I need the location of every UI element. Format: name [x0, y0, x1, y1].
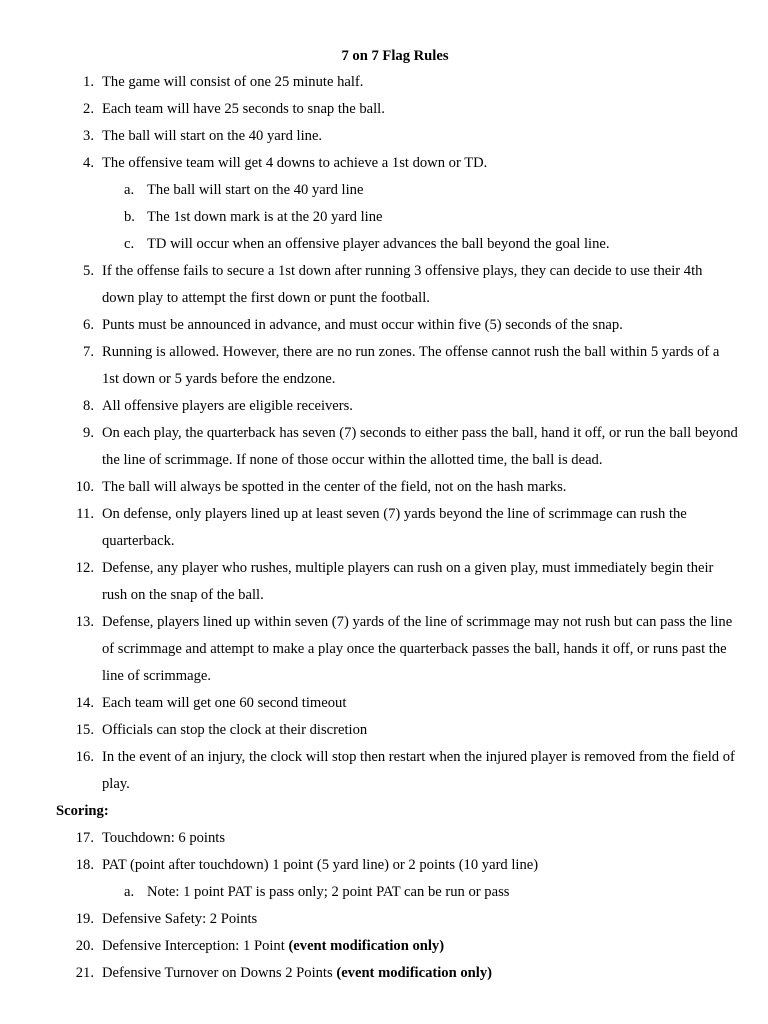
item-text: If the offense fails to secure a 1st down after running 3 offensive plays, they can decide to use their 4th down play to attempt the first down or punt the football.	[102, 263, 703, 306]
list-item	[0, 420, 768, 474]
item-number: 6.	[83, 317, 94, 333]
list-item	[0, 339, 768, 393]
sub-list-item	[0, 204, 768, 231]
item-number: 11.	[76, 506, 94, 522]
item-number: 20.	[75, 938, 94, 954]
item-text: The game will consist of one 25 minute half.	[102, 74, 364, 90]
event-modification-note: (event modification only)	[288, 938, 445, 954]
list-item	[0, 960, 768, 987]
item-number: 13.	[75, 614, 94, 630]
item-number: 16.	[75, 749, 94, 765]
list-item	[0, 609, 768, 690]
item-number: 9.	[83, 425, 94, 441]
item-text: Punts must be announced in advance, and must occur within five (5) seconds of the snap.	[102, 317, 623, 333]
list-item	[0, 69, 768, 96]
item-number: 1.	[83, 74, 94, 90]
list-item	[0, 150, 768, 258]
sub-item-text: Note: 1 point PAT is pass only; 2 point PAT can be run or pass	[147, 884, 510, 900]
list-item	[0, 717, 768, 744]
list-item	[0, 825, 768, 852]
list-item	[0, 123, 768, 150]
item-text-main: Defensive Interception: 1 Point	[102, 938, 285, 954]
sub-item-letter: a.	[124, 182, 135, 198]
item-text: Defense, players lined up within seven (7) yards of the line of scrimmage may not rush but can pass the line of scrimmage and attempt to make a play once the quarterback passes the ball, hands it off, or runs past the line of scrimmage.	[102, 614, 733, 684]
item-number: 18.	[75, 857, 94, 873]
item-text: The offensive team will get 4 downs to achieve a 1st down or TD.	[102, 155, 488, 171]
item-text	[102, 933, 738, 960]
item-text: On each play, the quarterback has seven (7) seconds to either pass the ball, hand it off, or run the ball beyond the line of scrimmage. If none of those occur within the allotted time, the ball is dead.	[102, 425, 738, 468]
item-number: 14.	[75, 695, 94, 711]
item-text: Defensive Safety: 2 Points	[102, 911, 258, 927]
item-text: Touchdown: 6 points	[102, 830, 226, 846]
rules-list	[0, 69, 768, 987]
item-number: 5.	[83, 263, 94, 279]
item-text: Officials can stop the clock at their discretion	[102, 722, 368, 738]
sub-list-item	[0, 231, 768, 258]
item-number: 3.	[83, 128, 94, 144]
item-text: All offensive players are eligible receivers.	[102, 398, 353, 414]
item-number: 15.	[75, 722, 94, 738]
list-item	[0, 933, 768, 960]
sub-item-text: The 1st down mark is at the 20 yard line	[147, 209, 383, 225]
list-item	[0, 393, 768, 420]
item-text	[102, 960, 738, 987]
sub-list	[0, 177, 768, 258]
sub-list	[0, 879, 768, 906]
list-item	[0, 852, 768, 906]
item-number: 10.	[75, 479, 94, 495]
item-text: On defense, only players lined up at least seven (7) yards beyond the line of scrimmage can rush the quarterback.	[102, 506, 687, 549]
list-item	[0, 258, 768, 312]
scoring-heading: Scoring:	[56, 803, 109, 819]
sub-list-item	[0, 879, 768, 906]
list-item	[0, 555, 768, 609]
item-text: The ball will start on the 40 yard line.	[102, 128, 323, 144]
item-number: 2.	[83, 101, 94, 117]
item-number: 12.	[75, 560, 94, 576]
sub-item-text: The ball will start on the 40 yard line	[147, 182, 364, 198]
item-text: Each team will have 25 seconds to snap the ball.	[102, 101, 385, 117]
event-modification-note: (event modification only)	[336, 965, 492, 981]
list-item	[0, 906, 768, 933]
item-number: 21.	[75, 965, 94, 981]
list-item	[0, 690, 768, 717]
item-text: Each team will get one 60 second timeout	[102, 695, 347, 711]
item-text: The ball will always be spotted in the center of the field, not on the hash marks.	[102, 479, 567, 495]
item-number: 4.	[83, 155, 94, 171]
item-text-main: Defensive Turnover on Downs 2 Points	[102, 965, 333, 981]
sub-item-text: TD will occur when an offensive player advances the ball beyond the goal line.	[147, 236, 610, 252]
item-number: 8.	[83, 398, 94, 414]
document-title: 7 on 7 Flag Rules	[341, 48, 449, 64]
scoring-heading-row	[0, 798, 768, 825]
item-text: In the event of an injury, the clock will stop then restart when the injured player is removed from the field of play.	[102, 749, 735, 792]
sub-list-item	[0, 177, 768, 204]
item-number: 7.	[83, 344, 94, 360]
item-text: PAT (point after touchdown) 1 point (5 yard line) or 2 points (10 yard line)	[102, 857, 539, 873]
item-number: 19.	[75, 911, 94, 927]
list-item	[0, 96, 768, 123]
item-number: 17.	[75, 830, 94, 846]
list-item	[0, 312, 768, 339]
sub-item-letter: c.	[124, 236, 135, 252]
list-item	[0, 474, 768, 501]
list-item	[0, 501, 768, 555]
sub-item-letter: a.	[124, 884, 135, 900]
item-text: Running is allowed. However, there are no run zones. The offense cannot rush the ball within 5 yards of a 1st down or 5 yards before the endzone.	[102, 344, 720, 387]
sub-item-letter: b.	[124, 209, 135, 225]
item-text: Defense, any player who rushes, multiple players can rush on a given play, must immediately begin their rush on the snap of the ball.	[102, 560, 714, 603]
list-item	[0, 744, 768, 798]
